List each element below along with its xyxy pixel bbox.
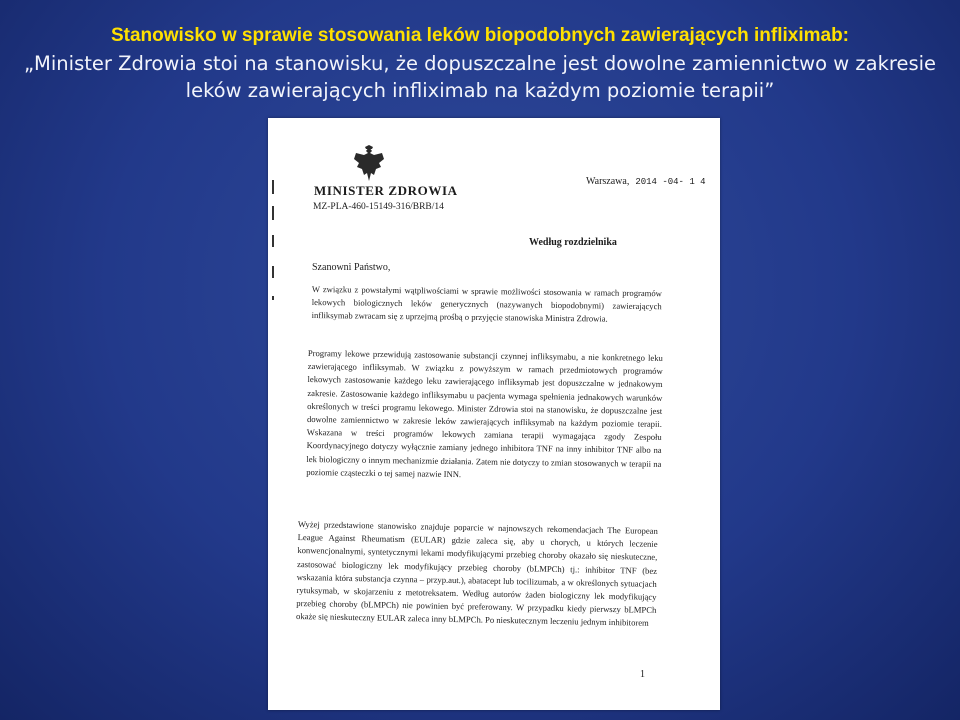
paragraph-2: Programy lekowe przewidują zastosowanie substancji czynnej infliksymabu, a nie konkretnego leku zawierającego infliksymab. W związku z powyższym w ramach przedmiotowych programów lekowych zastosowanie każdego leku zawierającego infliksymab jest dopuszczalne w jednakowym zakresie. Zastosowanie każdego infliksymabu u pacjenta wymaga spełnienia jednakowych warunków określonych w treści programu lekowego. Minister Zdrowia stoi na stanowisku, że dopuszczalne jest dowolne zamiennictwo w zakresie leków zawierających infliksymab na każdym poziomie terapii. Wskazana w treści programów lekowych zamiana terapii wymagająca zgody Zespołu Koordynacyjnego dotyczy wyłącznie zamiany jednego inhibitora TNF na inny inhibitor TNF albo na lek biologiczny o innym mechanizmie działania. Zatem nie dotyczy to zmian stosowanych w terapii na poziomie cząsteczki o tej samej nazwie INN. [306, 347, 663, 479]
reference-number: MZ-PLA-460-15149-316/BRB/14 [313, 202, 444, 212]
place-date [586, 176, 706, 187]
paragraph-3: Wyżej przedstawione stanowisko znajduje poparcie w najnowszych rekomendacjach The European League Against Rheumatism (EULAR) gdzie zaleca się, aby u chorych, u których leczenie konwencjonalnymi, syntetycznymi lekami modyfikującymi przebieg choroby okazało się nieskuteczne, zastosować biologiczny lek modyfikujący przebieg choroby (bLMPCh) tj.: inhibitor TNF (bez wskazania która substancja czynna – przyp.aut.), abatacept lub tocilizumab, a w określonych sytuacjach rytuksymab, w skojarzeniu z metotreksatem. Według autorów żaden biologiczny lek modyfikujący przebieg choroby (bLMPCh) nie powinien być preferowany. W przypadku kiedy pierwszy bLMPCh okaże się nieskuteczny EULAR zaleca inny bLMPCh. Po nieskutecznym leczeniu jednym inhibitorem [296, 518, 658, 629]
greeting: Szanowni Państwo, [312, 262, 391, 273]
place-label: Warszawa, [586, 176, 630, 187]
sender-name: MINISTER ZDROWIA [314, 183, 458, 198]
scanned-letter [268, 118, 720, 710]
recipient: Według rozdzielnika [529, 237, 617, 248]
slide-header [0, 22, 960, 104]
paragraph-1: W związku z powstałymi wątpliwościami w sprawie możliwości stosowania w ramach programów lekowych biologicznych leków generycznych (nazywanych biopodobnymi) zawierających infliksymab zwracam się z uprzejmą prośbą o przyjęcie stanowiska Ministra Zdrowia. [311, 283, 662, 325]
eagle-crest-icon [352, 145, 386, 183]
slide-subtitle: „Minister Zdrowia stoi na stanowisku, że dopuszczalne jest dowolne zamiennictwo w zakresie leków zawierających infliximab na każdym poziomie terapii” [23, 52, 937, 102]
slide-title: Stanowisko w sprawie stosowania leków biopodobnych zawierających infliximab: [110, 25, 849, 46]
page-number: 1 [640, 669, 645, 680]
date-stamp: 2014 -04- 1 4 [635, 177, 706, 187]
